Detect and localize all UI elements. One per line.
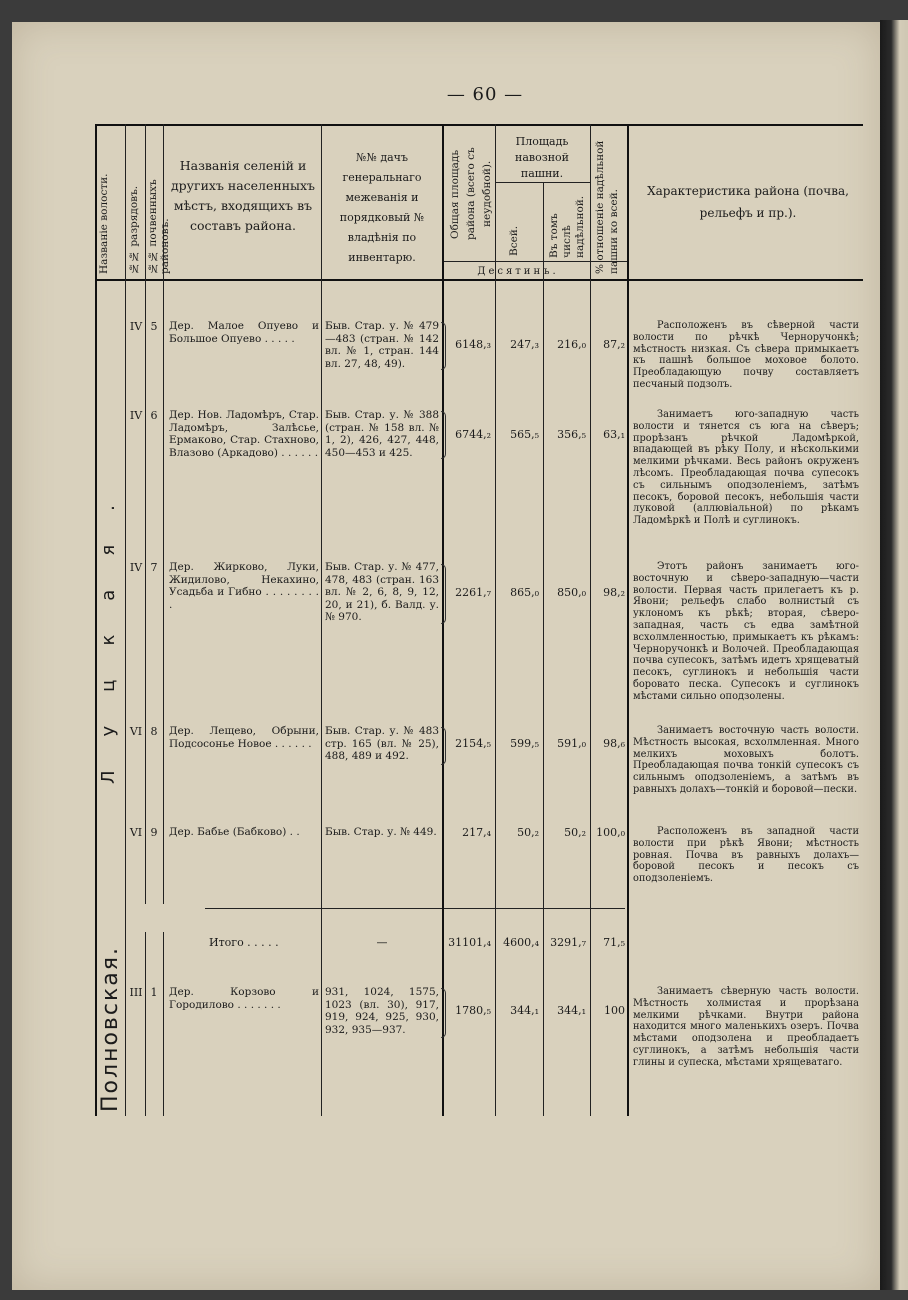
total-dachi: — [376,936,388,949]
row-razryad: VI [129,826,143,839]
row-names: Дер. Жирково, Луки, Жидилово, Некахино, Усадьба и Гибно . . . . . . . . . [169,561,319,611]
row-vsei: 599,₅ [510,737,539,750]
total-total: 31101,₄ [448,936,491,949]
brace [441,411,446,459]
col-rule [145,124,146,904]
header-pashnya: Площадь навозной пашни. [515,135,569,180]
page-number: — 60 — [446,84,524,105]
row-rayon: 9 [150,826,158,839]
brace [441,988,446,1038]
header-desyatin: Десятинъ. [477,266,559,277]
row-description: Занимаетъ восточную часть волости. Мѣстность высокая, всхолмленная. Много мелкихъ моховыхъ болотъ. Преобладающая почва тонкій супесокъ съ сильнымъ оподзоленіемъ, а затѣмъ въ равныхъ долахъ—тонкій и боровой—пески. [633,725,859,795]
row-names: Дер. Нов. Ладомѣръ, Стар. Ладомѣръ, Залѣсье, Ермаково, Стар. Стахново, Влазово (Аркадово) . . . . . . [169,409,319,459]
next-page-edge [880,20,908,1290]
row-rayon: 1 [150,986,158,999]
col-rule [543,182,544,1116]
row-names: Дер. Малое Опуево и Большое Опуево . . . . . [169,320,319,345]
row-razryad: IV [129,320,143,333]
row-dachi: Быв. Стар. у. № 388 (стран. № 158 вл. № 1, 2), 426, 427, 448, 450—453 и 425. [325,409,439,459]
row-description: Занимаетъ юго-западную часть волости и тянется съ юга на сѣверъ; прорѣзанъ рѣчкой Ладомѣркой, впадающей въ рѣку Полу, и нѣсколькими мелкими рѣчками. Весь районъ окруженъ лѣсомъ. Преобладающая почва супесокъ съ сильнымъ оподзоленіемъ, затѣмъ песокъ, боровой песокъ, небольшія части луковой (аллювіальной) по рѣкамъ Ладомѣркѣ и Полѣ и суглинокъ. [633,409,859,527]
row-vsei: 247,₃ [510,338,539,351]
row-pct: 98,₂ [603,586,625,599]
header-vsei: Всей. [508,225,520,256]
row-description: Расположенъ въ западной части волости при рѣкѣ Явони; мѣстность ровная. Почва въ равныхъ долахъ—боровой песокъ и песокъ съ оподзоленіемъ. [633,826,859,885]
total-label: Итого . . . . . [209,936,279,949]
row-nadel: 591,₀ [557,737,586,750]
brace [441,564,446,624]
row-total: 1780,₅ [455,1004,491,1017]
row-total: 2261,₇ [455,586,491,599]
total-vsei: 4600,₄ [503,936,539,949]
row-vsei: 565,₅ [510,428,539,441]
row-nadel: 356,₅ [557,428,586,441]
row-razryad: III [129,986,143,999]
row-total: 6148,₃ [455,338,491,351]
row-pct: 98,₆ [603,737,625,750]
col-rule [627,124,629,1116]
header-bottom-rule [95,279,863,281]
volost-polnovskaya: Полновская. [98,946,123,1112]
row-names: Дер. Бабье (Бабково) . . [169,826,300,838]
volost-lutskaya: Луцкая. [98,471,119,784]
row-total: 2154,₅ [455,737,491,750]
row-vsei: 50,₂ [517,826,539,839]
row-rayon: 8 [150,725,158,738]
row-vsei: 344,₁ [510,1004,539,1017]
total-top-rule [205,908,625,909]
row-rayon: 5 [150,320,158,333]
table-top-rule [95,124,863,126]
total-nadel: 3291,₇ [550,936,586,949]
row-pct: 63,₁ [603,428,625,441]
row-dachi: Быв. Стар. у. № 479—483 (стран. № 142 вл. № 1, стран. 144 вл. 27, 48, 49). [325,320,439,370]
row-dachi: 931, 1024, 1575, 1023 (вл. 30), 917, 919, 924, 925, 930, 932, 935—937. [325,986,439,1036]
row-pct: 87,₂ [603,338,625,351]
header-nadel: Въ томъ числѣ надѣльной. [548,195,586,258]
row-razryad: IV [129,409,143,422]
brace [441,322,446,370]
total-pct: 71,₅ [603,936,625,949]
row-pct: 100 [604,1004,625,1017]
header-volost: Названіе волости. [98,173,110,274]
statistics-table [95,124,863,1116]
row-description: Этотъ районъ занимаетъ юго-восточную и сѣверо-западную—части волости. Первая часть прилегаетъ къ р. Явони; рельефъ слабо волнистый съ уклономъ къ рѣкѣ; вторая, сѣверо-западная, часть съ едва замѣтной всхолмленностью, примыкаетъ къ рѣкамъ: Черноручонкѣ и Волочей. Преобладающая почва супесокъ, затѣмъ идетъ хрящеватый песокъ, суглинокъ и небольшія части боровато песка. Супесокъ и суглинокъ мѣстами сильно оподзолены. [633,561,859,702]
row-vsei: 865,₀ [510,586,539,599]
row-nadel: 344,₁ [557,1004,586,1017]
row-nadel: 216,₀ [557,338,586,351]
row-total: 6744,₂ [455,428,491,441]
header-characteristic: Характеристика района (почва, рельефъ и пр.). [647,184,849,220]
row-description: Занимаетъ сѣверную часть волости. Мѣстность холмистая и прорѣзана мелкими рѣчками. Внутри района находится много маленькихъ озеръ. Почва мѣстами оподзолена и преобладаетъ суглинокъ, а затѣмъ небольшія части глины и супеска, мѣстами хрящеватаго. [633,986,859,1068]
col-rule [125,124,126,1116]
col-rule [590,124,591,1116]
row-pct: 100,₀ [596,826,625,839]
row-rayon: 6 [150,409,158,422]
row-rayon: 7 [150,561,158,574]
header-names: Названія селеній и другихъ населенныхъ мѣстъ, входящихъ въ составъ района. [170,158,316,233]
header-pct: % отношеніе надѣльной пашни ко всей. [594,140,620,274]
header-pochv: №№ почвенныхъ районовъ. [147,179,171,274]
col-rule [321,124,322,1116]
row-dachi: Быв. Стар. у. № 477, 478, 483 (стран. 163 вл. № 2, 6, 8, 9, 12, 20, и 21), б. Валд. у. № 970. [325,561,439,623]
header-total: Общая площадь района (всего съ неудобной). [449,147,493,241]
header-dachi: №№ дачъ генеральнаго межеванія и порядковый № владѣнія по инвентарю. [339,151,425,264]
row-razryad: VI [129,725,143,738]
row-nadel: 50,₂ [564,826,586,839]
row-description: Расположенъ въ сѣверной части волости по рѣчкѣ Черноручонкѣ; мѣстность низкая. Съ сѣвера примыкаетъ къ пашнѣ большое моховое болото. Преобладающую почву составляетъ песчаный подзолъ. [633,320,859,390]
col-rule [163,932,164,1116]
brace [441,727,446,765]
header-razryad: №№ разрядовъ. [128,185,140,274]
row-dachi: Быв. Стар. у. № 449. [325,826,437,838]
row-names: Дер. Корзово и Городилово . . . . . . . [169,986,319,1011]
row-nadel: 850,₀ [557,586,586,599]
col-rule [145,932,146,1116]
table-left-rule [95,124,97,1116]
row-total: 217,₄ [462,826,491,839]
row-dachi: Быв. Стар. у. № 483 стр. 165 (вл. № 25), 488, 489 и 492. [325,725,439,762]
row-names: Дер. Лещево, Обрыни, Подсосонье Новое . . . . . . [169,725,319,750]
row-razryad: IV [129,561,143,574]
